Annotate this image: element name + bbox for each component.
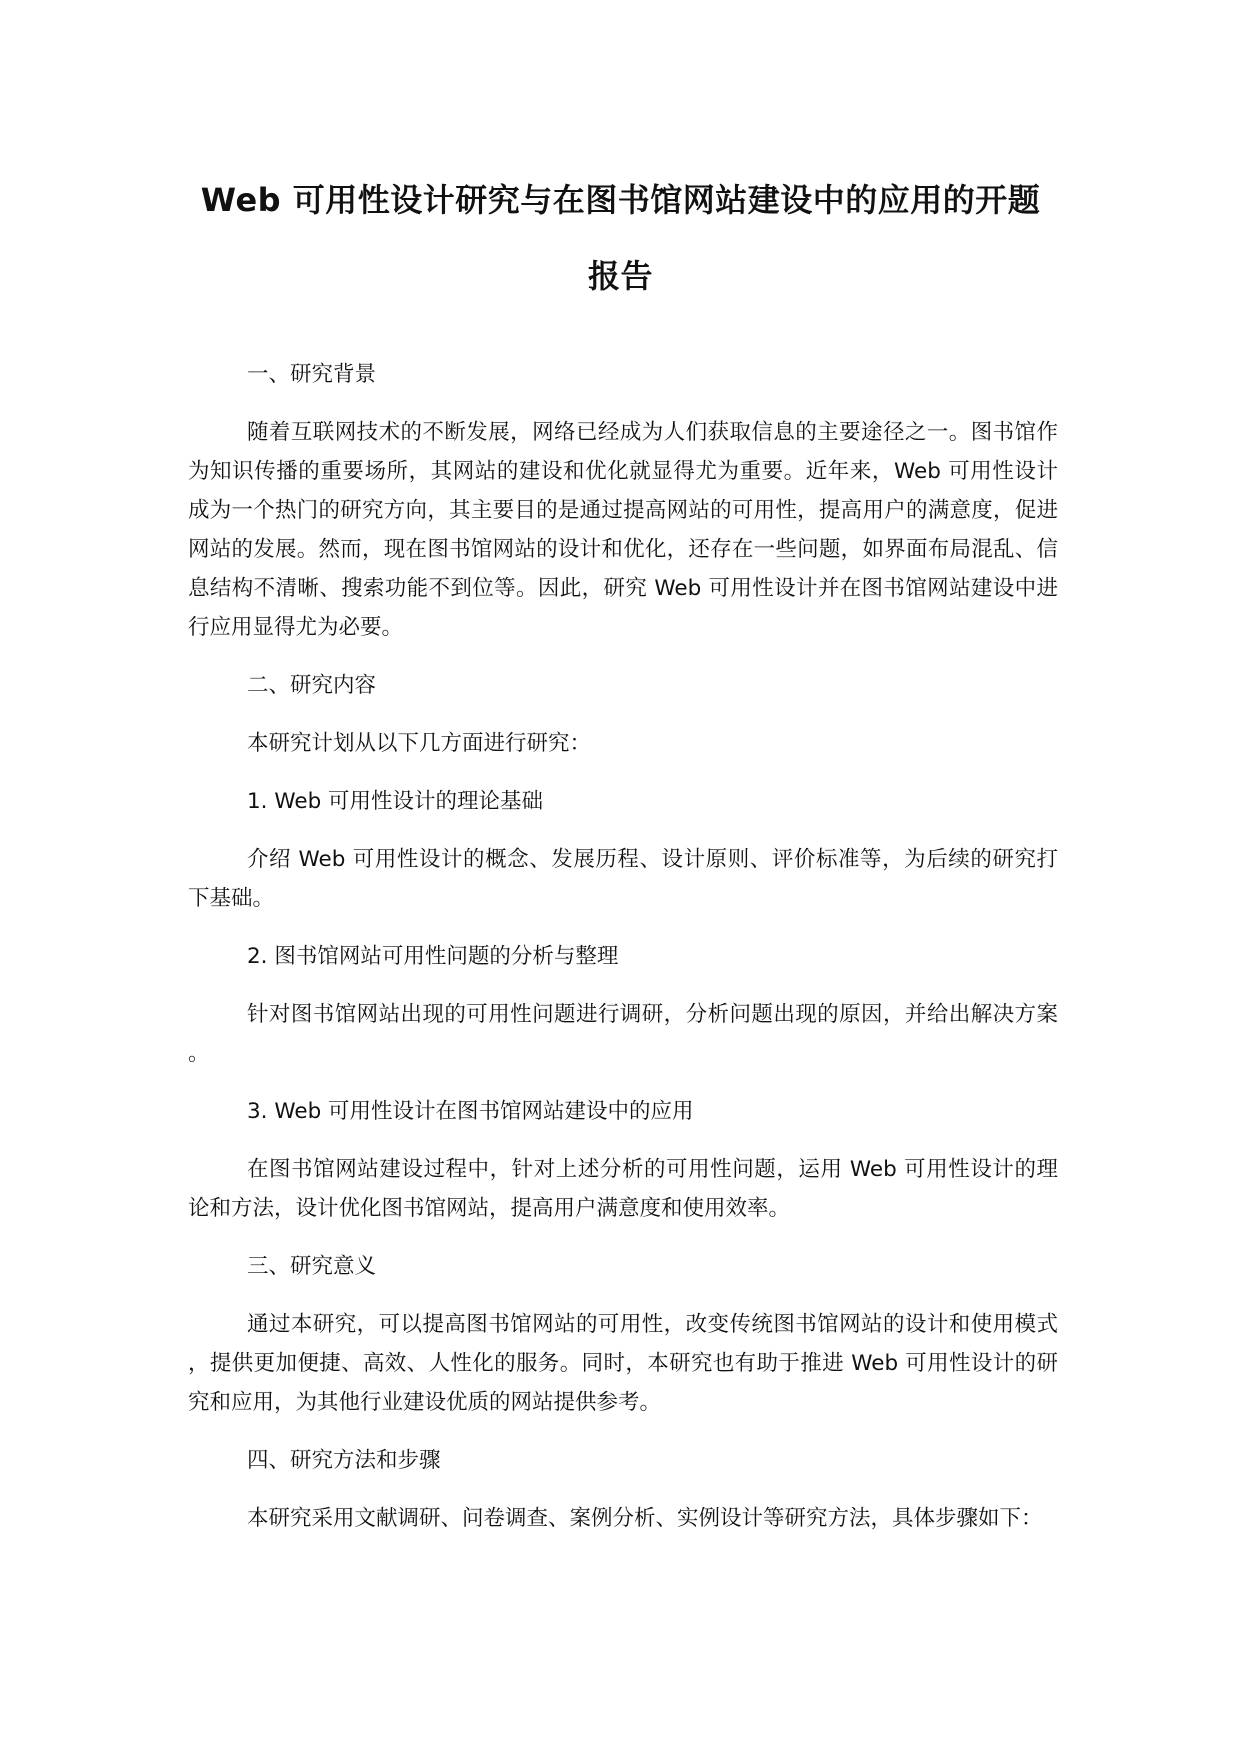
paragraph-theory-basis: 介绍 Web 可用性设计的概念、发展历程、设计原则、评价标准等，为后续的研究打下基础。: [188, 847, 1058, 911]
document-title-line-2: 报告: [587, 257, 653, 295]
intro-line-research-plan: 本研究计划从以下几方面进行研究：: [247, 731, 592, 756]
section-heading-background: 一、研究背景: [247, 362, 377, 387]
subheading-problem-analysis: 2. 图书馆网站可用性问题的分析与整理: [247, 944, 619, 969]
section-heading-significance: 三、研究意义: [247, 1254, 377, 1279]
paragraph-significance: 通过本研究，可以提高图书馆网站的可用性，改变传统图书馆网站的设计和使用模式，提供更加便捷、高效、人性化的服务。同时，本研究也有助于推进 Web 可用性设计的研究和应用，为其他行业建设优质的网站提供参考。: [188, 1312, 1058, 1415]
subheading-application: 3. Web 可用性设计在图书馆网站建设中的应用: [247, 1099, 694, 1124]
paragraph-methods: 本研究采用文献调研、问卷调查、案例分析、实例设计等研究方法，具体步骤如下：: [247, 1506, 1043, 1531]
document-title-line-1: Web 可用性设计研究与在图书馆网站建设中的应用的开题: [200, 181, 1041, 219]
subheading-theory-basis: 1. Web 可用性设计的理论基础: [247, 789, 544, 814]
paragraph-background: 随着互联网技术的不断发展，网络已经成为人们获取信息的主要途径之一。图书馆作为知识传播的重要场所，其网站的建设和优化就显得尤为重要。近年来，Web 可用性设计成为一个热门的研究方向，其主要目的是通过提高网站的可用性，提高用户的满意度，促进网站的发展。然而，现在图书馆网站的设计和优化，还存在一些问题，如界面布局混乱、信息结构不清晰、搜索功能不到位等。因此，研究 Web 可用性设计并在图书馆网站建设中进行应用显得尤为必要。: [188, 420, 1058, 640]
paragraph-problem-analysis: 针对图书馆网站出现的可用性问题进行调研，分析问题出现的原因，并给出解决方案。: [188, 1002, 1058, 1066]
document-body: [188, 355, 1058, 1557]
section-heading-content: 二、研究内容: [247, 673, 377, 698]
section-heading-methods: 四、研究方法和步骤: [247, 1448, 441, 1473]
paragraph-application: 在图书馆网站建设过程中，针对上述分析的可用性问题，运用 Web 可用性设计的理论和方法，设计优化图书馆网站，提高用户满意度和使用效率。: [188, 1157, 1058, 1221]
